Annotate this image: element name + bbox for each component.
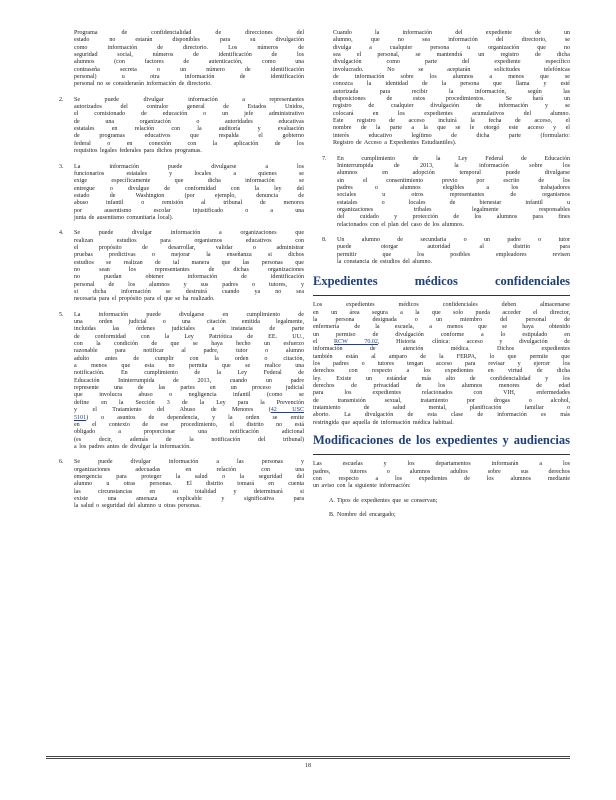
text-line: conozca la identidad de la persona que llama y esté [333,81,570,88]
text-line: tratamiento de salud mental, planificación familiar o [313,405,570,412]
text-line: la persona designada o un miembro del personal de [313,317,570,323]
list-item [50,230,304,303]
text-line: con respecto a los expedientes de los alumnos mediante [313,475,570,482]
text-line: obligado a proporcionar una notificación adicional [74,429,304,436]
text-line: estado de Washington (por ejemplo, denuncia de [74,192,304,199]
text-line: funcionarios estatales y locales a quienes se [74,170,304,177]
intro-paragraph [50,30,304,89]
list-number: 7. [322,155,327,162]
link-prefix: y el Tratamiento del Abuso de Menores ( [74,407,271,414]
text-line: emergencia para proteger la salud o la seguridad del [74,473,304,480]
list-number: 5. [59,311,64,318]
list-item [50,312,304,452]
text-line: junta de ausentismo comunitaria local). [74,214,174,221]
text-line: realizan estudios para organismos educativos con [74,237,304,244]
text-line: involucrado. No se aceptarán solicitudes telefónicas [333,66,570,73]
text-line: a los padres antes de divulgar la información. [74,443,191,450]
text-line: con la condición de que se haya hecho un esfuerzo [74,341,304,348]
list-number: 2. [59,96,64,103]
text-line-with-link [74,415,304,422]
left-column [50,30,304,519]
section-title-modifications: Modificaciones de los expedientes y audiencias [313,433,570,448]
text-line: define en la Sección 3 de la Ley para la Prevención [74,399,304,406]
text-line: (es decir, además de la notificación del tribunal) [74,436,304,443]
text-line: alumnos (con factores de autenticación, como una [74,59,304,66]
text-line: Las escuelas y los departamentos informarán a los [313,461,570,468]
notice-info-item [313,498,570,505]
text-line: permitir que los posibles empleadores revisen [337,251,570,258]
text-line: alumnos en adopción temporal puede divulgarse [337,170,570,177]
list-number: B. [329,511,335,518]
text-line: represente una de las partes en un proceso judicial [74,385,304,392]
list-item [313,156,570,229]
section-divider [313,454,570,455]
list-number: A. [329,497,335,504]
footer-rule-bottom [46,758,570,759]
text-line: también están al amparo de la FERPA, lo que permite que [313,353,570,360]
continuation-paragraph [313,30,570,148]
text-line: el comisionado de educación o un jefe administrativo [74,111,304,118]
text-line: de una organización o autoridades educativas [74,118,304,125]
section-record-changes [313,433,570,519]
text-line: restringida que aquella de información médica habitual. [313,419,454,426]
text-line: personal no se considerarán información de directorio. [74,81,212,88]
right-column [313,30,570,519]
section-divider [313,295,570,296]
text-line: un permiso de divulgación conforme a lo estipulado en [313,331,570,338]
usc-link-section[interactable]: 5101 [74,414,87,421]
text-line: de programas educativos que respalda el gobierno [74,133,304,140]
text-line: estudios se realizan de tal manera que las personas que [74,259,304,266]
left-list [50,97,304,511]
rcw-link[interactable]: RCW 70.02 [334,339,378,346]
link-suffix: ) o asuntos de dependencia, y la orden se emite [86,414,304,421]
text-line: necesaria para el propósito para el que se ha realizado. [74,296,215,303]
text-line: Este registro de acceso incluirá la fecha de acceso, el [333,118,570,125]
text-line: registro de cualquier divulgación de información y se [333,103,570,110]
text-line: notificación. En cumplimiento de la Ley Federal de [74,370,304,377]
text-line: divulgación como parte del expediente específico [333,59,570,66]
text-line: ley. Existe un estándar más alto de confidencialidad y los [313,375,570,382]
text-line: seguridad social, números de identificación de los [74,52,304,59]
section-medical-records [313,274,570,427]
text-line: estado no estarán disponibles para su divulgación [74,37,304,44]
text-line: exige específicamente que dicha información se [74,178,304,185]
text-line: organizaciones tribales legalmente responsables [337,206,570,213]
text-line: personal de los alumnos y sus padres o tutores, y [74,281,304,288]
text-line: en un área segura a la que solo pueda acceder el director, [313,309,570,316]
text-line: estatales en relación con la auditoría y evaluación [74,126,304,133]
text-line: autorizada para recibir la información, según las [333,88,570,95]
notice-info-item [313,512,570,519]
text-line: como información de directorio. Los números de [74,44,304,51]
text-line: no puedan obtener información de identificación [74,274,304,281]
right-list [313,156,570,267]
text-line: relacionados con el plan del caso de los alumnos. [337,221,465,228]
text-line: alumno u otras personas. El distrito tomará en cuenta [74,481,304,488]
text-line: para los expedientes relacionados con VIH, enfermedades [313,390,570,397]
list-number: 4. [59,230,64,237]
text-line: organizaciones adecuadas en relación con una [74,466,304,473]
text-line: si dicha información se destruirá cuando ya no sea [74,289,304,295]
text-line: aborto. La divulgación de esta clase de información es más [313,412,570,419]
text-line: Educación Ininterrumpida de 2013, cuando un padre [74,377,304,384]
text-line: la constancia de estudios del alumno. [337,258,433,265]
text-line: la salud o seguridad del alumno u otras personas. [74,503,201,510]
text-line: colocará en los expedientes acumulativos del alumno. [333,110,570,117]
text-line: divulga a cualquier persona u organización que no [333,44,570,51]
text-line: los padres o tutores tengan acceso para revisar y ejercer los [313,361,570,368]
text-line: adulto antes de cumplir con la orden o citación, [74,355,304,362]
text-line: del cuidado y protección de los alumnos para fines [337,214,570,221]
footer-rule-top [46,756,570,757]
text-line: de transmisión sexual, tratamiento por drogas o alcohol, [313,397,570,404]
text-line: Un alumno de secundaria o un padre o tutor [337,236,570,243]
text-line: puede otorgar autoridad al distrito para [337,244,570,251]
text-line: Nombre del encargado; [337,511,396,518]
text-line: no sean los representantes de dichas organizaciones [74,266,304,273]
text-line: requisitos legales federales para dichos programas. [74,148,202,155]
text-line: Ininterrumpida de 2013, la información sobre los [337,162,570,169]
text-line: Se puede divulgar información a organizaciones que [74,230,304,237]
link-prefix: el [313,339,335,346]
text-line: Se puede divulgar información a representantes [74,96,304,103]
text-line: que involucra abuso o negligencia infantil (como se [74,392,304,399]
text-line: entregue o divulgue de conformidad con la ley del [74,185,304,192]
text-line: Se puede divulgar información a las personas y [74,459,304,466]
list-item [313,237,570,266]
text-line: personal) u otra información de identificación [74,74,304,81]
text-line: padres, tutores o alumnos adultos sobre sus derechos [313,468,570,475]
link-suffix: , Historia clínica: acceso y divulgación de [377,339,570,346]
text-line: el propósito de desarrollar, validar o administrar [74,244,304,251]
text-line-with-link [74,407,304,414]
text-line: Los expedientes médicos confidenciales deben almacenarse [313,302,570,309]
list-item [50,459,304,510]
modifications-paragraph [313,461,570,490]
list-item [50,164,304,223]
notice-info-list [313,498,570,520]
text-line: sin el consentimiento previo por escrito de los [337,177,570,184]
text-line: Programa de confidencialidad de direcciones del [74,30,304,36]
text-line: un aviso con la siguiente información: [313,483,411,490]
text-line: por ausentismo escolar injustificado o a una [74,207,304,214]
text-line: La información puede divulgarse en cumplimiento de [74,311,304,318]
text-line: derechos con respecto a los expedientes en virtud de dicha [313,368,570,375]
text-line: estatales o locales de bienestar infantil u [337,199,570,206]
text-line: sociales u otros representantes de organismos [337,192,570,199]
text-line: derechos de privacidad de los alumnos menores de edad [313,383,570,390]
text-line: Tipos de expedientes que se conservan; [337,497,438,504]
text-line: pruebas predictivas o mejorar la enseñanza si dichos [74,252,304,259]
text-line: incluidas las órdenes judiciales a instancia de parte [74,326,304,333]
text-line: a menos que esta no permita que se realice una [74,363,304,370]
page-number: 18 [305,763,311,769]
text-line: autorizados del contralor general de Estados Unidos, [74,104,304,111]
text-line: razonable para notificar al padre, tutor o alumno [74,348,304,355]
text-line: de información sobre los alumnos a menos que se [333,74,570,81]
text-line: en el contexto de ese procedimiento, el distrito no está [74,421,304,428]
text-line: padres o alumnos elegibles a los trabajadores [337,184,570,191]
text-line: nombre de la parte a la que se le otorgó este acceso y el [333,125,570,132]
list-number: 6. [59,459,64,466]
usc-link[interactable]: 42 USC [270,407,304,414]
list-number: 8. [322,236,327,243]
text-line: alumno, que no sea información del directorio, se [333,37,570,44]
text-line: En cumplimiento de la Ley Federal de Educación [337,155,570,162]
text-line: federal o en conexión con la aplicación de los [74,140,304,147]
text-line: La información puede divulgarse a los [74,163,304,170]
text-line: las circunstancias en su totalidad y determinará si [74,488,304,495]
text-line: enfermería de la escuela, a menos que se haya obtenido [313,324,570,331]
list-number: 3. [59,163,64,170]
medical-records-paragraph [313,302,570,427]
text-line: interés educativo legítimo de dicha parte (formulario: [333,132,570,139]
text-line: existe una amenaza explicable y significativa para [74,495,304,502]
list-item [50,97,304,156]
text-line: Cuando la información del expediente de un [333,30,570,36]
text-line: de conformidad con la Ley Patriótica de EE. UU., [74,333,304,340]
text-line: disposiciones de estos procedimientos. Se hará un [333,96,570,103]
text-line: abuso infantil o remisión al tribunal de menores [74,200,304,207]
text-line: sea el personal, se mantendrá un registro de dicha [333,52,570,59]
text-line: contraseña secreta o un número de identificación [74,66,304,73]
text-line: información de atención médica. Dichos expedientes [313,346,570,353]
section-title-medical: Expedientes médicos confidenciales [313,274,570,289]
text-line: una orden judicial o una citación emitida legalmente, [74,319,304,326]
text-line: Registro de Acceso a Expedientes Estudiantiles). [333,140,457,147]
